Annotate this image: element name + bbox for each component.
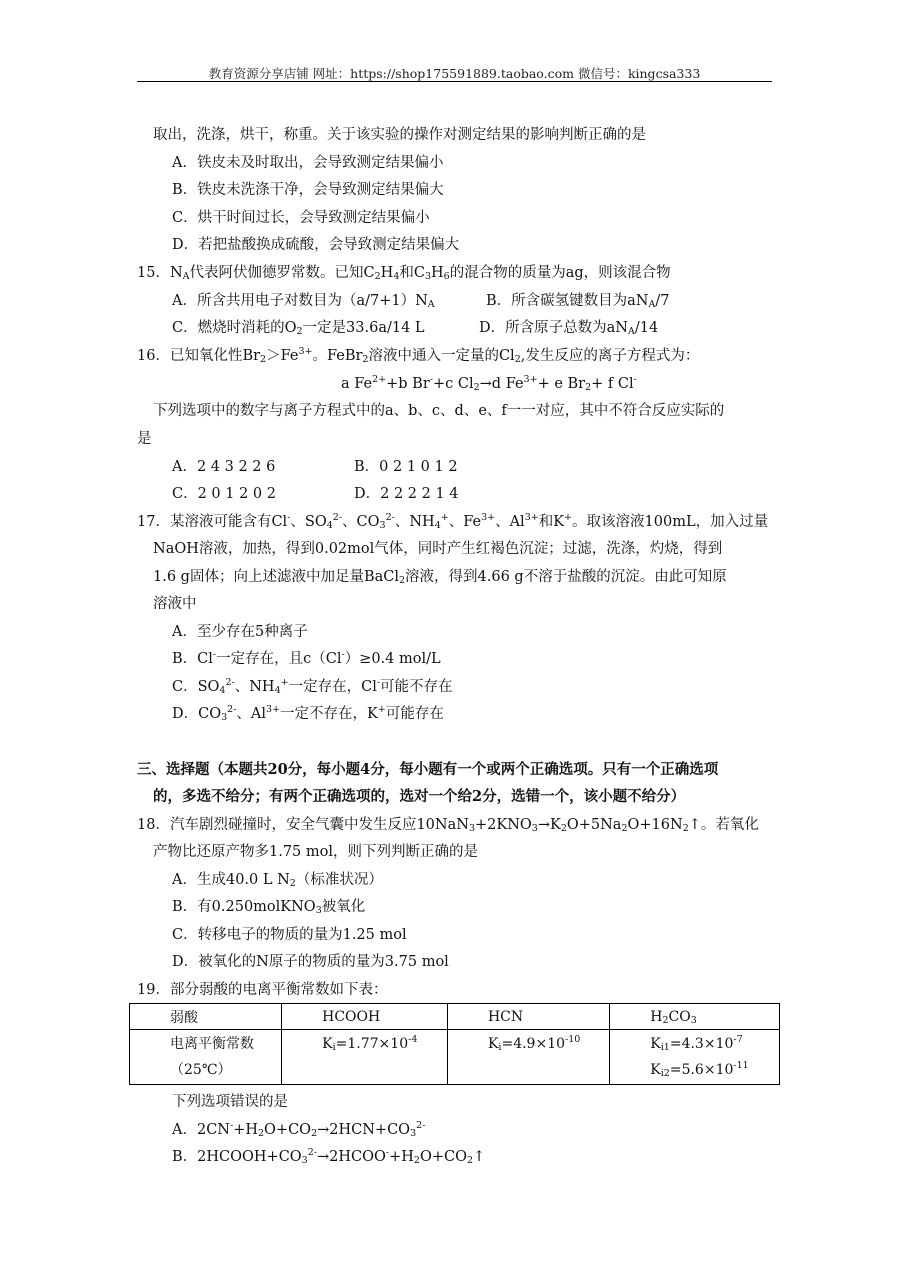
q16-stem: 16．已知氧化性$Br_2>Fe^{3+}$。FeBr$_2$溶液中通入一定量的$Cl_2$,发生反应的离子方程式为：	[137, 346, 700, 365]
q17-stem-line4: 溶液中	[153, 596, 197, 612]
table-header-weak-acid: 弱酸	[130, 1004, 282, 1030]
q18-option-d: D．被氧化的N原子的物质的量为3.75 mol	[172, 954, 449, 970]
section3-heading-line2: 的，多选不给分；有两个正确选项的，选对一个给2分，选错一个，该小题不给分）	[153, 788, 686, 805]
ionization-constants-table	[129, 1003, 780, 1085]
q15-option-d: D．所含原子总数为$aN_A/14$	[479, 320, 659, 337]
q16-option-d: D．2 2 2 2 1 4	[354, 486, 459, 502]
q17-option-b: B．Cl-一定存在，且c（Cl-）≥0.4 mol/L	[172, 649, 441, 667]
q18-option-a: A．生成40.0 L $N_2$（标准状况）	[172, 872, 383, 889]
q14-option-b: B．铁皮未洗涤干净，会导致测定结果偏大	[172, 182, 444, 198]
q18-number: 18．	[137, 817, 170, 833]
q15-option-c: C．燃烧时消耗的$O_2$一定是33.6a/14 L	[172, 320, 425, 337]
table-header-hcooh: HCOOH	[282, 1004, 448, 1030]
q18-option-c: C．转移电子的物质的量为1.25 mol	[172, 927, 407, 943]
table-header-hcn: HCN	[447, 1004, 609, 1030]
q16-ionic-equation: a $Fe^{2+}+b$ Br-+c $Cl_2\to d$ $Fe^{3+}+ e$ $Br_2+ f$ Cl-	[341, 374, 637, 393]
q19-prompt: 下列选项错误的是	[172, 1094, 288, 1110]
q17-option-c: C．$SO_4^{2-}$、$NH_4^+$一定存在，Cl-可能不存在	[172, 677, 453, 696]
q19-stem: 19．部分弱酸的电离平衡常数如下表：	[137, 982, 388, 998]
table-header-h2co3: $H_2CO_3$	[610, 1004, 780, 1030]
table-row	[130, 1030, 780, 1085]
q16-number: 16．	[137, 348, 170, 364]
q16-instruction-end: 是	[137, 431, 152, 447]
q14-option-d: D．若把盐酸换成硫酸，会导致测定结果偏大	[172, 237, 460, 253]
q15-number: 15．	[137, 265, 170, 281]
q17-number: 17．	[137, 514, 170, 530]
q14-option-a: A．铁皮未及时取出，会导致测定结果偏小	[172, 155, 444, 171]
header-rule	[137, 81, 772, 82]
q17-option-a: A．至少存在5种离子	[172, 624, 308, 640]
q16-instruction: 下列选项中的数字与离子方程式中的a、b、c、d、e、f一一对应，其中不符合反应实际的	[153, 403, 725, 419]
q19-number: 19．	[137, 982, 170, 998]
q14-option-c: C．烘干时间过长，会导致测定结果偏小	[172, 210, 430, 226]
table-row-label: 电离平衡常数 （25℃）	[130, 1030, 282, 1085]
table-cell-h2co3-ki: $K_{i1}=4.3\times 10^{-7}$ $K_{i2}=5.6\times 10^{-11}$	[610, 1030, 780, 1085]
q18-option-b: B．有0.250molKNO$_3$被氧化	[172, 899, 366, 916]
table-header-row	[130, 1004, 780, 1030]
q16-option-a: A．2 4 3 2 2 6	[172, 459, 276, 475]
q17-stem-line1: 17．某溶液可能含有Cl-、$SO_4^{2-}$、$CO_3^{2-}$、$NH_4^+$、$Fe^{3+}$、$Al^{3+}$和K+。取该溶液100mL，加入过量	[137, 512, 769, 531]
q14-stem-continuation: 取出，洗涤，烘干，称重。关于该实验的操作对测定结果的影响判断正确的是	[153, 127, 646, 143]
q19-option-b: B．$2HCOOH+CO_3^{2-}\to 2HCOO^-+H_2O+CO_2↑$	[172, 1147, 486, 1166]
q18-stem-line2: 产物比还原产物多1.75 mol，则下列判断正确的是	[153, 844, 479, 860]
q17-stem-line2: NaOH溶液，加热，得到0.02mol气体，同时产生红褐色沉淀；过滤，洗涤，灼烧，得到	[153, 541, 723, 557]
q17-option-d: D．$CO_3^{2-}$、$Al^{3+}$一定不存在，K+可能存在	[172, 704, 444, 723]
section3-heading: 三、选择题（本题共20分，每小题4分，每小题有一个或两个正确选项。只有一个正确选项	[137, 761, 719, 778]
q18-stem-line1: 18．汽车剧烈碰撞时，安全气囊中发生反应$10NaN_3+2KNO_3\to K_2O+5Na_2O+16N_2↑$。若氧化	[137, 817, 759, 834]
page-header: 教育资源分享店铺 网址：https://shop175591889.taobao.com 微信号：kingcsa333	[208, 66, 701, 81]
table-cell-hcn-ki: $K_i=4.9\times 10^{-10}$	[447, 1030, 609, 1085]
q19-option-a: A．$2CN^-+H_2O+CO_2\to 2HCN+CO_3^{2-}$	[172, 1120, 426, 1139]
table-cell-hcooh-ki: $K_i=1.77\times 10^{-4}$	[282, 1030, 448, 1085]
q16-option-b: B．0 2 1 0 1 2	[354, 459, 458, 475]
q15-option-a: A．所含共用电子对数目为$(a/7+1)N_A$	[172, 293, 435, 310]
q15-stem: 15．$N_A$代表阿伏伽德罗常数。已知$C_2H_4$和$C_3H_6$的混合物的质量为ag，则该混合物	[137, 265, 671, 282]
q16-option-c: C．2 0 1 2 0 2	[172, 486, 276, 502]
q17-stem-line3: 1.6 g固体；向上述滤液中加足量BaCl$_2$溶液，得到4.66 g不溶于盐酸的沉淀。由此可知原	[153, 569, 727, 586]
q15-option-b: B．所含碳氢键数目为$aN_A/7$	[486, 293, 670, 310]
